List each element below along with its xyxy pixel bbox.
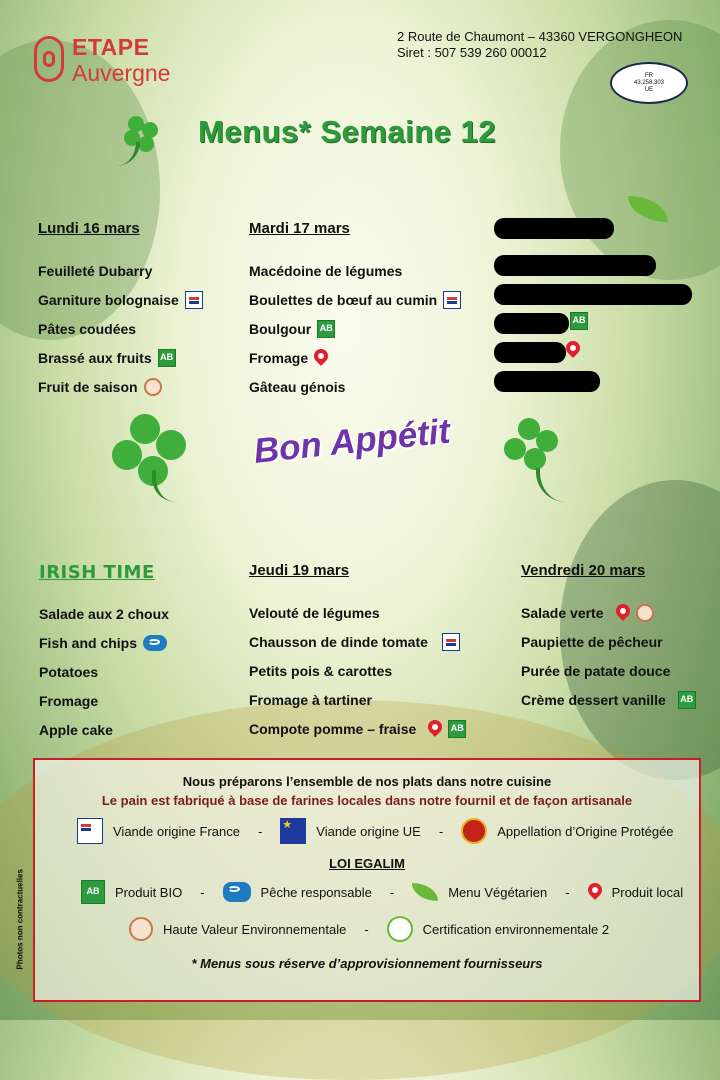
vegetarian-leaf-icon: [412, 883, 438, 901]
bio-ab-icon: AB: [570, 312, 588, 330]
legend-loi-egalim: LOI EGALIM: [329, 856, 405, 871]
local-pin-icon: [616, 604, 630, 622]
legend-local: Produit local: [611, 884, 684, 900]
bio-ab-icon: AB: [317, 320, 335, 338]
menu-item: [521, 627, 696, 656]
menu-item: [249, 656, 466, 685]
menu-item: [521, 656, 696, 685]
menu-item-label: Crème dessert vanille: [521, 691, 666, 708]
legend-intro: Nous préparons l’ensemble de nos plats dans notre cuisine: [182, 774, 552, 789]
separator: -: [565, 884, 570, 900]
menu-vendredi: [521, 562, 696, 714]
clover-icon: [112, 112, 172, 172]
redacted-bar: [494, 218, 614, 239]
clover-icon: [502, 416, 572, 506]
address-line: 2 Route de Chaumont – 43360 VERGONGHEON: [397, 29, 683, 44]
menu-item-label: Apple cake: [39, 721, 113, 738]
siret-line: Siret : 507 539 260 00012: [397, 45, 547, 60]
peche-responsable-icon: [223, 882, 251, 902]
peche-responsable-icon: [143, 635, 167, 651]
menu-item-label: Brassé aux fruits: [38, 349, 152, 366]
oval-line1: FR: [645, 72, 653, 79]
menu-irish-time: [39, 562, 169, 744]
viande-france-icon: [443, 291, 461, 309]
menu-item: [39, 686, 169, 715]
menu-item-label: Chausson de dinde tomate: [249, 633, 428, 650]
separator: -: [257, 823, 263, 839]
menu-item-label: Garniture bolognaise: [38, 291, 179, 308]
menu-item-label: Potatoes: [39, 663, 99, 680]
menu-item-label: Boulettes de bœuf au cumin: [249, 291, 438, 308]
menu-item-label: Macédoine de légumes: [249, 262, 403, 279]
menu-item: [249, 314, 461, 343]
menu-item: [38, 372, 203, 401]
menu-item-label: Fromage: [249, 349, 309, 366]
menu-item: [249, 598, 466, 627]
menu-item: [249, 685, 466, 714]
bio-ab-icon: AB: [81, 880, 105, 904]
menu-item: [249, 256, 461, 285]
etape-auvergne-logo: [34, 34, 194, 94]
menu-item: [38, 343, 203, 372]
oval-line3: UE: [644, 86, 654, 93]
menu-item-label: Gâteau génois: [249, 378, 346, 395]
menu-item-label: Compote pomme – fraise: [249, 720, 417, 737]
menu-item-label: Boulgour: [249, 320, 312, 337]
menu-item-label: Fromage à tartiner: [249, 691, 372, 708]
local-pin-icon: [588, 883, 602, 901]
menu-item-label: Paupiette de pêcheur: [521, 633, 663, 650]
menu-item-label: Purée de patate douce: [521, 662, 671, 679]
side-note-text: Photos non contractuelles: [15, 869, 25, 970]
menu-item: [249, 372, 461, 401]
menu-item-label: Salade verte: [521, 604, 604, 621]
oval-line2: 43.258.303: [633, 79, 665, 86]
legend-row-egalim: [81, 880, 683, 904]
legend-viande-ue: Viande origine UE: [316, 823, 421, 839]
page-title: Menus* Semaine 12: [198, 114, 496, 149]
legend-peche: Pêche responsable: [260, 884, 372, 900]
clover-icon: [108, 412, 198, 502]
menu-item: [39, 715, 169, 744]
legend-note: * Menus sous réserve d’approvisionnement fournisseurs: [191, 956, 543, 971]
redacted-bar: [494, 284, 692, 305]
certification-icon: [387, 916, 413, 942]
day-title-mardi: Mardi 17 mars: [249, 220, 350, 237]
legend-aop: Appellation d’Origine Protégée: [497, 823, 674, 839]
hve-icon: [636, 604, 654, 622]
legend-row-origin: [77, 818, 674, 844]
menu-item: [38, 256, 203, 285]
eu-flag-icon: [280, 818, 306, 844]
legend-bio: Produit BIO: [115, 884, 183, 900]
redacted-bar: [494, 313, 569, 334]
logo-line1: ETAPE: [72, 34, 150, 60]
menu-item: [39, 599, 169, 628]
bon-appetit-text: Bon Appétit: [251, 411, 452, 471]
menu-jeudi: [249, 562, 466, 743]
company-address: [397, 29, 682, 61]
day-title-vendredi: Vendredi 20 mars: [521, 562, 646, 579]
day-title-irish: IRISH TIME: [39, 562, 155, 583]
menu-item-label: Fruit de saison: [38, 378, 138, 395]
menu-item: [249, 627, 466, 656]
menu-item: [249, 285, 461, 314]
logo-mark-icon: [34, 36, 64, 82]
menu-item: [521, 685, 696, 714]
aop-icon: [461, 818, 487, 844]
menu-item-label: Feuilleté Dubarry: [38, 262, 153, 279]
hve-icon: [144, 378, 162, 396]
logo-line2: Auvergne: [72, 60, 171, 86]
local-pin-icon: [566, 341, 580, 359]
menu-item-label: Pâtes coudées: [38, 320, 137, 337]
menu-lundi: [38, 220, 203, 401]
menu-item-label: Velouté de légumes: [249, 604, 380, 621]
menu-item: [39, 628, 169, 657]
local-pin-icon: [314, 349, 328, 367]
legend-vege: Menu Végétarien: [448, 884, 548, 900]
menu-item: [38, 285, 203, 314]
legend-row-env: [129, 916, 609, 942]
menu-item: [521, 598, 696, 627]
day-title-lundi: Lundi 16 mars: [38, 220, 140, 237]
legend-hve: Haute Valeur Environnementale: [163, 921, 347, 937]
health-mark-oval: [610, 62, 688, 104]
separator: -: [200, 884, 205, 900]
redacted-bar: [494, 371, 600, 392]
menu-item: [249, 343, 461, 372]
viande-france-icon: [442, 633, 460, 651]
separator: -: [364, 921, 369, 937]
legend-box: [33, 758, 701, 1002]
bio-ab-icon: AB: [448, 720, 466, 738]
menu-mardi: [249, 220, 461, 401]
separator: -: [389, 884, 395, 900]
bio-ab-icon: AB: [158, 349, 176, 367]
local-pin-icon: [428, 720, 442, 738]
viande-france-icon: [185, 291, 203, 309]
menu-item: [39, 657, 169, 686]
viande-france-icon: [77, 818, 103, 844]
menu-item-label: Salade aux 2 choux: [39, 605, 169, 622]
redacted-bar: [494, 342, 566, 363]
menu-item: [249, 714, 466, 743]
bio-ab-icon: AB: [678, 691, 696, 709]
legend-viande-france: Viande origine France: [113, 823, 240, 839]
hve-icon: [129, 917, 153, 941]
menu-item-label: Fish and chips: [39, 634, 138, 651]
menu-item-label: Petits pois & carottes: [249, 662, 393, 679]
separator: -: [438, 823, 444, 839]
side-note: [10, 850, 30, 980]
menu-item-label: Fromage: [39, 692, 99, 709]
legend-cert: Certification environnementale 2: [422, 921, 610, 937]
day-title-jeudi: Jeudi 19 mars: [249, 562, 350, 579]
legend-bread: Le pain est fabriqué à base de farines locales dans notre fournil et de façon artisanale: [101, 793, 633, 808]
redacted-bar: [494, 255, 656, 276]
menu-item: [38, 314, 203, 343]
